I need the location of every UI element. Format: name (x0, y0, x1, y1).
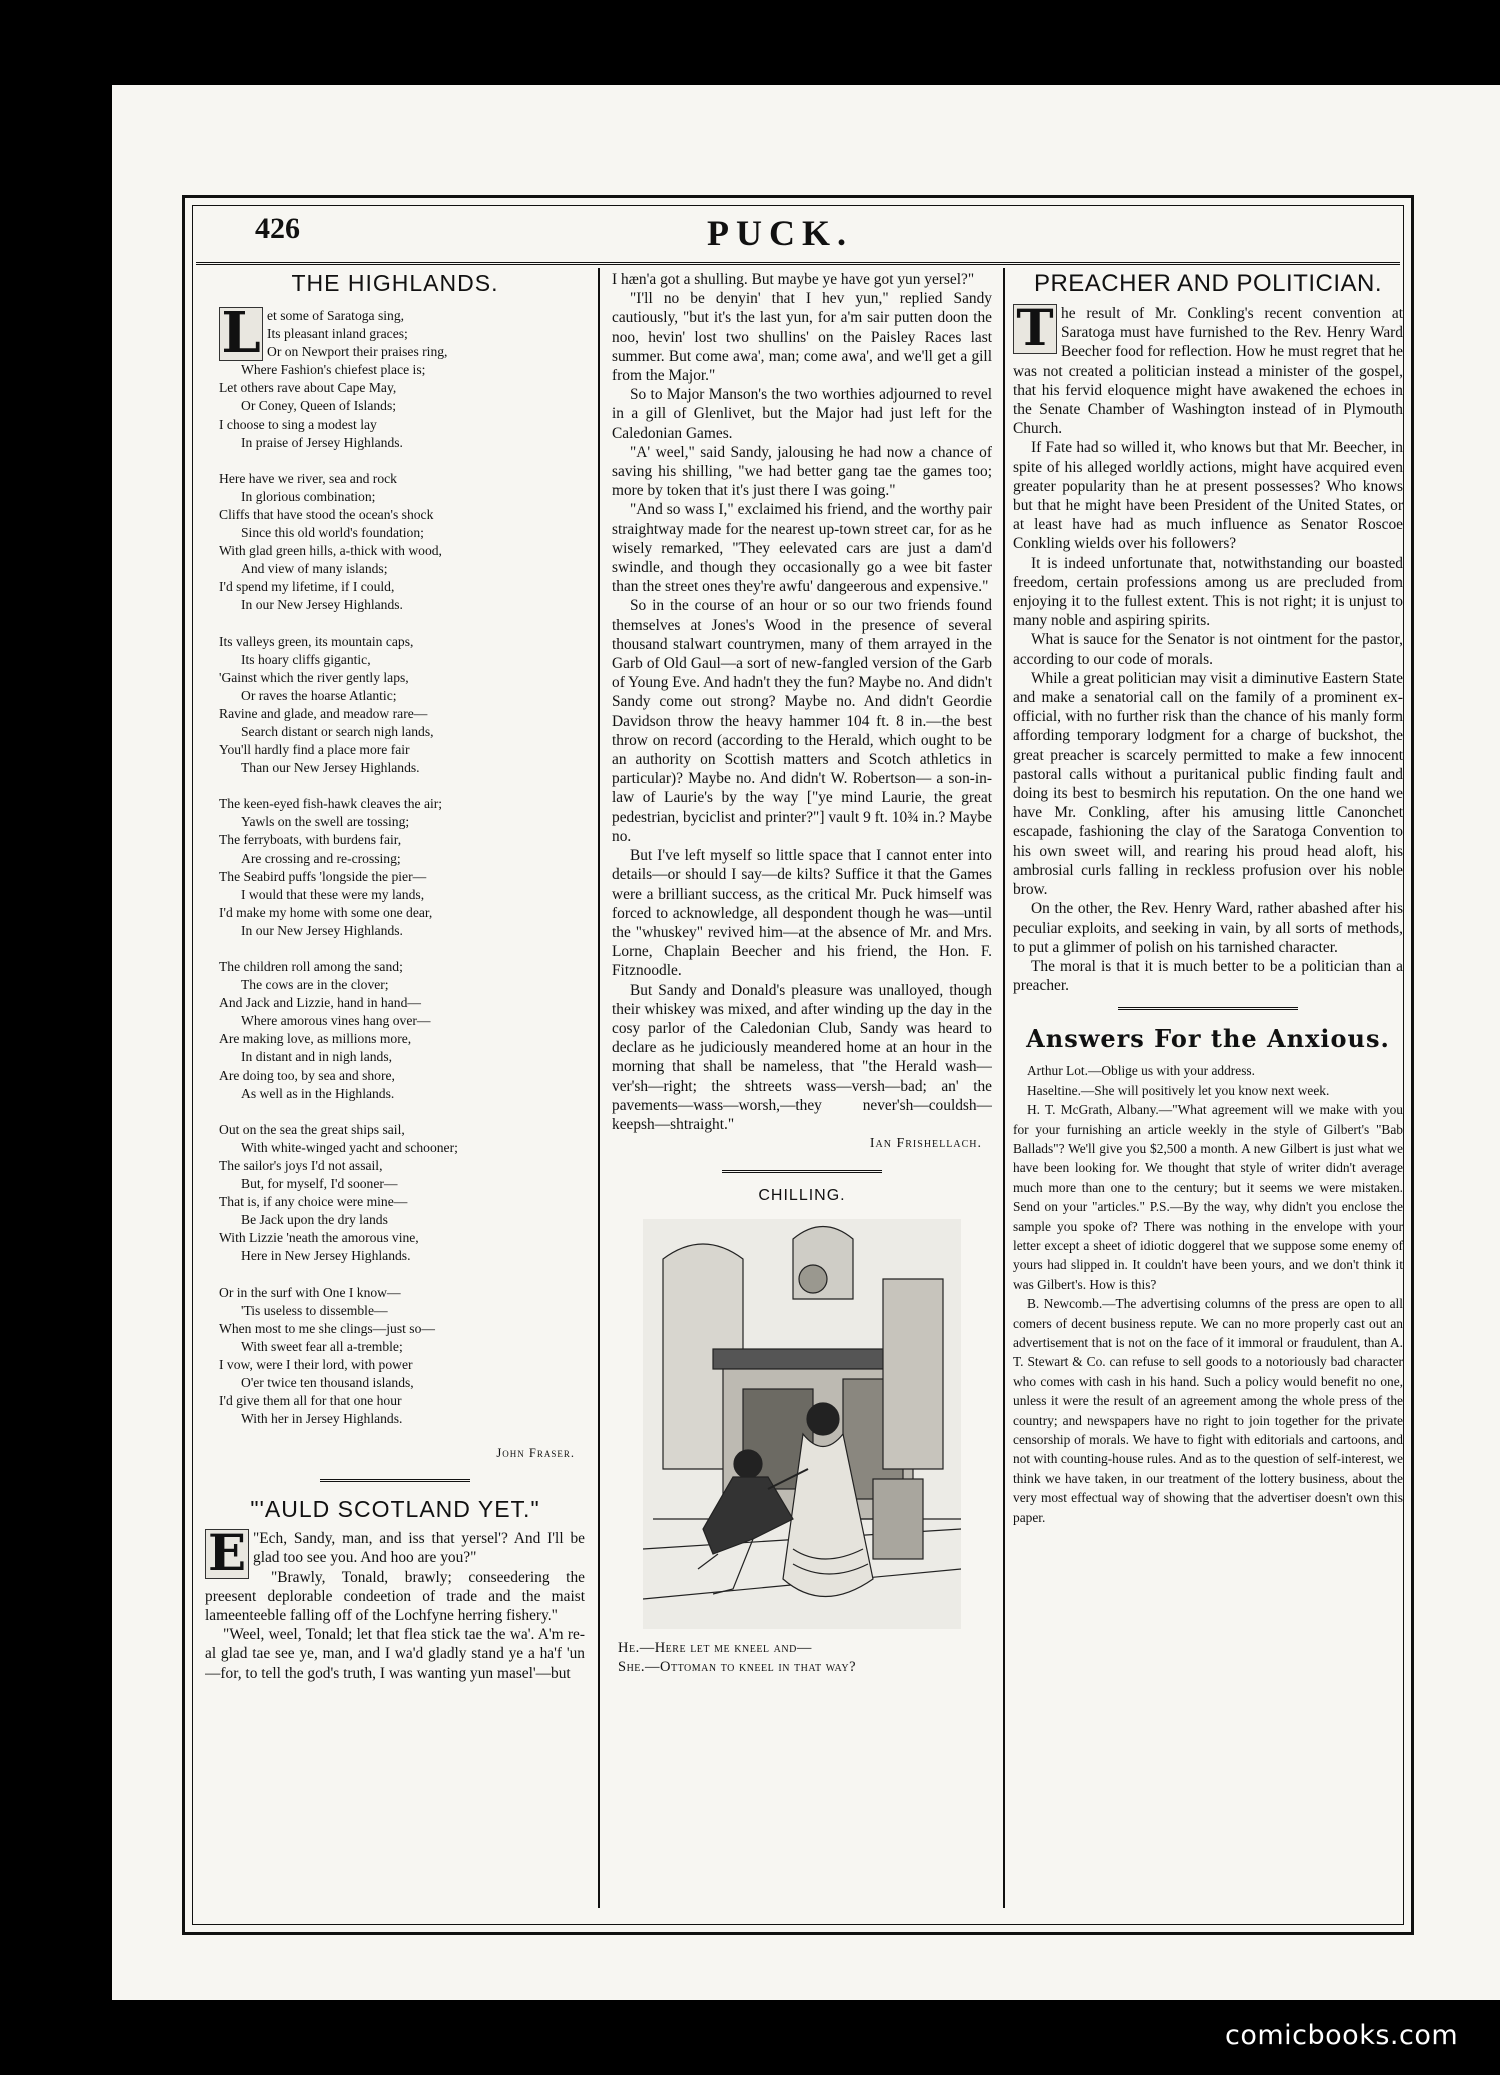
column-3 (1013, 270, 1403, 1527)
paragraph: B. Newcomb.—The advertising columns of the press are open to all comers of decent business repute. We can no more properly cast out an advertisement that is not on the face of it immoral or fraudulent, than A. T. Stewart & Co. can refuse to sell goods to a notoriously bad character who comes with cash in his hand. Such a policy would benefit no one, unless it were the result of an agreement among the whole press of the country; and newspapers have no right to join together for the private censorship of morals. We have to fight with editorials and cartoons, and not with counting-house rules. And as to the question of self-interest, we think we have taken, in our treatment of the lottery business, about the very most effectual way of showing that the advertiser doesn't own this paper. (1013, 1296, 1403, 1525)
poem-line: That is, if any choice were mine— (219, 1194, 408, 1210)
highlands-signature: John Fraser. (496, 1446, 575, 1461)
poem-line: Here have we river, sea and rock (219, 470, 397, 486)
paragraph: Haseltine.—She will positively let you know next week. (1027, 1082, 1330, 1098)
poem-line: et some of Saratoga sing, (267, 308, 405, 323)
auld-continued (612, 270, 992, 1134)
column-1 (205, 270, 585, 1683)
paragraph: What is sauce for the Senator is not ointment for the pastor, according to our code of morals. (1013, 631, 1403, 668)
poem-line: Since this old world's foundation; (241, 525, 424, 541)
poem-line: With sweet fear all a-tremble; (241, 1338, 403, 1354)
paragraph: But Sandy and Donald's pleasure was unalloyed, though their whiskey was mixed, and after winding up the day in the cosy parlor of the Caledonian Club, Sandy was heard to declare as he judiciously meandered home at an hour in the morning that shall be nameless, that "the Herald wash—ver'sh—right; the shtreets wass—versh—bad; an' the pavements—wass—worsh,—they never'sh—couldsh—keepsh—shtraight." (612, 981, 992, 1133)
paragraph: While a great politician may visit a diminutive Eastern State and make a senatorial call on the family of a prominent ex-official, with no further risk than the chance of his manly form affording temporary lodgment for a charge of buckshot, the great preacher is scarcely permitted to make a few innocent pastoral calls without a puritanical public finding fault and doing its best to besmirch his reputation. On the one hand we have Mr. Conkling, after his amusing little Canonchet escapade, fashioning the clay of the Saratoga Convention to his own sweet will, and rearing his proud head aloft, his ambrosial curls falling in reckless profusion over his noble brow. (1013, 669, 1403, 899)
poem-line: In distant and in nigh lands, (241, 1049, 393, 1065)
poem-line: Or in the surf with One I know— (219, 1284, 401, 1300)
poem-line: Its hoary cliffs gigantic, (241, 651, 371, 667)
preacher-dropcap: T (1013, 304, 1057, 354)
paragraph: "Ech, Sandy, man, and iss that yersel'? And I'll be glad too see you. And hoo are you?" (253, 1530, 585, 1567)
poem-line: In glorious combination; (241, 488, 376, 504)
paragraph: I hæn'a got a shulling. But maybe ye have got yun yersel?" (612, 271, 975, 288)
poem-stanza (219, 958, 585, 1103)
paragraph: The moral is that it is much better to be a politician than a preacher. (1013, 957, 1403, 995)
poem-line: Are crossing and re-crossing; (241, 850, 401, 866)
poem-line: I'd make my home with some one dear, (219, 904, 433, 920)
highlands-title: THE HIGHLANDS. (291, 270, 499, 296)
poem-line: The sailor's joys I'd not assail, (219, 1157, 383, 1173)
poem-line: The cows are in the clover; (241, 977, 389, 993)
chilling-illustration (643, 1219, 961, 1629)
poem-line: With glad green hills, a-thick with wood, (219, 543, 442, 559)
poem-line: O'er twice ten thousand islands, (241, 1374, 414, 1390)
section-separator-2 (722, 1170, 882, 1173)
paragraph: If Fate had so willed it, who knows but that Mr. Beecher, in spite of his alleged worldly actions, might have acquired even greater popularity than he at present possesses? Who knows but that he might have been President of the United States, or at least have had as much influence as Senator Roscoe Conkling wields over his followers? (1013, 439, 1403, 553)
poem-line: In our New Jersey Highlands. (241, 597, 403, 613)
paragraph: "I'll no be denyin' that I hev yun," replied Sandy cautiously, "but it's the last yun, for a'm sair putten doon the noo, hevin' lost two shullins' on the Paisley Races last summer. But come awa', man; come awa', and we'll get a gill from the Major." (612, 290, 992, 385)
poem-line: Out on the sea the great ships sail, (219, 1121, 405, 1137)
column-divider-2 (1003, 268, 1005, 1908)
poem-line: I'd give them all for that one hour (219, 1393, 402, 1409)
poem-stanza (219, 307, 585, 452)
poem-line: In praise of Jersey Highlands. (241, 434, 403, 450)
preacher-paragraphs (1013, 304, 1403, 995)
header-rule (196, 262, 1400, 265)
poem-line: As well as in the Highlands. (241, 1085, 395, 1101)
poem-line: Yawls on the swell are tossing; (241, 814, 410, 830)
poem-stanza (219, 795, 585, 940)
poem-line: You'll hardly find a place more fair (219, 742, 410, 758)
poem-line: When most to me she clings—just so— (219, 1320, 435, 1336)
poem-line: I vow, were I their lord, with power (219, 1356, 413, 1372)
poem-line: Are doing too, by sea and shore, (219, 1067, 395, 1083)
poem-line: With her in Jersey Highlands. (241, 1411, 403, 1427)
poem-line: With white-winged yacht and schooner; (241, 1139, 458, 1155)
poem-body (219, 307, 585, 1428)
chilling-title: CHILLING. (758, 1187, 846, 1205)
poem-line: Or on Newport their praises ring, (267, 344, 448, 360)
poem-stanza (219, 633, 585, 778)
chilling-caption (612, 1639, 992, 1677)
poem-line: Its pleasant inland graces; (267, 326, 408, 342)
page-number: 426 (255, 212, 300, 245)
poem-line: Be Jack upon the dry lands (241, 1212, 388, 1228)
preacher-title: PREACHER AND POLITICIAN. (1033, 270, 1383, 297)
paragraph: So to Major Manson's the two worthies adjourned to revel in a gill of Glenlivet, but the Major had just left for the Caledonian Games. (612, 386, 992, 442)
watermark-text: comicbooks.com (1225, 2020, 1459, 2051)
answers-body (1013, 1061, 1403, 1527)
poem-line: I would that these were my lands, (241, 886, 425, 902)
poem-line: Here in New Jersey Highlands. (241, 1248, 411, 1264)
preacher-body (1013, 298, 1403, 995)
poem-line: Search distant or search nigh lands, (241, 723, 434, 739)
paragraph: But I've left myself so little space that I cannot enter into details—or should I say—de kilts? Suffice it that the Games were a brilliant success, as the critical Mr. Puck himself was forced to acknowledge, all despondent though he was—until the "whuskey" revived him—at the absence of Mr. and Mrs. Lorne, Chaplain Beecher and his friend, the Hon. F. Fitznoodle. (612, 847, 992, 980)
poem-stanza (219, 470, 585, 615)
paragraph: "Brawly, Tonald, brawly; conseedering the preesent deplorable condeetion of trade and the maist lameenteeble falling off of the Lochfyne herring fishery." (205, 1568, 585, 1625)
paragraph: Arthur Lot.—Oblige us with your address. (1027, 1063, 1255, 1079)
poem-line: With Lizzie 'neath the amorous vine, (219, 1230, 419, 1246)
caption-she: She.—Ottoman to kneel in that way? (618, 1659, 857, 1676)
poem-line: Where Fashion's chiefest place is; (241, 362, 426, 378)
poem-line: Or Coney, Queen of Islands; (241, 398, 397, 414)
paragraph: "Weel, weel, Tonald; let that flea stick tae the wa'. A'm re-al glad tae see ye, man, and I wa'd gladly stand ye a ha'f 'un—for, to tell the god's truth, I was wanting yun masel'—but (205, 1626, 585, 1682)
poem-line: Ravine and glade, and meadow rare— (219, 705, 428, 721)
poem-stanza (219, 1121, 585, 1266)
section-separator (320, 1479, 470, 1482)
caption-he: He.—Here let me kneel and— (618, 1640, 812, 1657)
auld-title: "'AULD SCOTLAND YET." (250, 1496, 540, 1523)
section-separator-3 (1118, 1007, 1298, 1010)
paragraph: It is indeed unfortunate that, notwithstanding our boasted freedom, certain professions among us are precluded from enjoying it to the fullest extent. This is not right; it is unjust to many noble and aspiring spirits. (1013, 554, 1403, 630)
poem-line: The keen-eyed fish-hawk cleaves the air; (219, 796, 443, 812)
poem-line: I choose to sing a modest lay (219, 416, 377, 432)
poem-line: The Seabird puffs 'longside the pier— (219, 868, 427, 884)
poem-line: Where amorous vines hang over— (241, 1013, 431, 1029)
masthead: PUCK. (707, 213, 853, 253)
poem-line: 'Tis useless to dissemble— (241, 1302, 388, 1318)
auld-signature: Ian Frishellach. (869, 1136, 982, 1152)
poem-line: Cliffs that have stood the ocean's shock (219, 506, 434, 522)
paragraph: On the other, the Rev. Henry Ward, rather abashed after his peculiar exploits, and seeking in vain, by all sorts of methods, to put a glimmer of polish on his tarnished character. (1013, 900, 1403, 956)
poem-line: Are making love, as millions more, (219, 1031, 412, 1047)
auld-body (205, 1523, 585, 1683)
poem-line: I'd spend my lifetime, if I could, (219, 579, 395, 595)
paragraph: "A' weel," said Sandy, jalousing he had now a chance of saving his shilling, "we had better gang tae the games too; more by token that it's just there I was going." (612, 443, 992, 500)
poem-line: The children roll among the sand; (219, 959, 403, 974)
poem-line: Let others rave about Cape May, (219, 380, 397, 396)
paragraph: "And so wass I," exclaimed his friend, and the worthy pair straightway made for the nearest up-town street car, for as he wisely remarked, "They eelevated cars are just a dam'd swindle, and though they occasionally go a wee bit faster than the street ones they're awfu' dangeerous and expensive." (612, 501, 992, 596)
auld-paragraphs (205, 1529, 585, 1683)
poem-line: But, for myself, I'd sooner— (241, 1176, 398, 1192)
poem-line: And view of many islands; (241, 561, 388, 577)
highlands-dropcap: L (219, 307, 263, 361)
poem-line: In our New Jersey Highlands. (241, 922, 403, 938)
poem-line: The ferryboats, with burdens fair, (219, 832, 402, 848)
poem-line: Than our New Jersey Highlands. (241, 760, 420, 776)
paragraph: So in the course of an hour or so our two friends found themselves at Jones's Wood in the presence of several thousand stalwart countrymen, many of them arrayed in the Garb of Old Gaul—a sort of new-fangled version of the Garb of Young Eve. And hadn't they the fun? Maybe no. And didn't Sandy come out strong? Maybe no. And didn't Geordie Davidson throw the heavy hammer 104 ft. 8 in.—the best throw on record (according to the Herald, which ought to be an authority on Scottish matters and Scotch athletics in particular)? Maybe no. And didn't W. Robertson— a son-in-law of Laurie's by the way ["ye mind Laurie, the great pedestrian, byciclist and printer?"] vault 9 ft. 10¾ in.? Maybe no. (612, 597, 992, 845)
column-divider-1 (598, 268, 600, 1908)
paragraph: he result of Mr. Conkling's recent convention at Saratoga must have furnished to the Rev. Henry Ward Beecher food for reflection. How he must regret that he was not created a politician instead a minister of the gospel, that his fervid eloquence might have awakened the echoes in the Senate Chamber of Washington instead of in Plymouth Church. (1013, 305, 1403, 438)
poem-line: And Jack and Lizzie, hand in hand— (219, 995, 421, 1011)
answers-title: Answers For the Anxious. (1026, 1024, 1390, 1054)
poem-stanza (219, 1284, 585, 1429)
highlands-poem (219, 300, 585, 1428)
column-2 (612, 270, 992, 1677)
poem-line: Its valleys green, its mountain caps, (219, 633, 414, 649)
poem-line: 'Gainst which the river gently laps, (219, 669, 409, 685)
poem-line: Or raves the hoarse Atlantic; (241, 687, 397, 703)
auld-dropcap: E (205, 1529, 249, 1579)
paragraph: H. T. McGrath, Albany.—"What agreement will we make with you for your furnishing an article weekly in the style of Gilbert's "Bab Ballads"? We'll give you $2,500 a month. A new Gilbert is just what we have been looking for. We thought that style of writer didn't average much more than one to the century; but it seems we were mistaken. Send on your "articles." P.S.—By the way, why didn't you enclose the sample you spoke of? There was nothing in the envelope with your letter except a sheet of idiotic doggerel that we suppose some enemy of yours had slipped in. It couldn't have been yours, and we don't think it was Gilbert's. How is this? (1013, 1102, 1403, 1292)
